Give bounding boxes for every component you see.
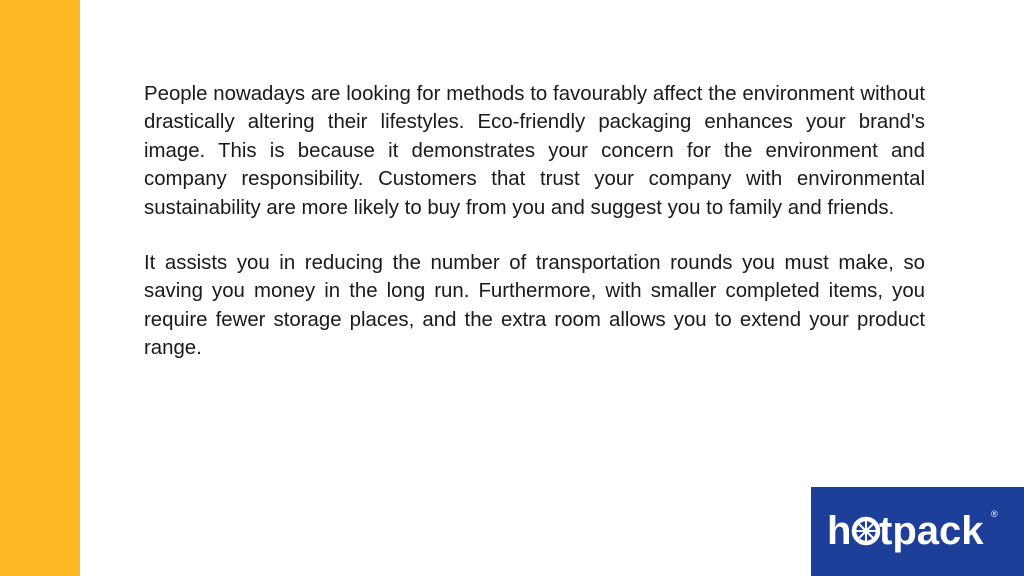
hotpack-logo (811, 487, 1024, 576)
logo-text-h: h (827, 509, 852, 553)
hotpack-logo-graphic (811, 487, 1024, 576)
registered-mark: ® (991, 509, 998, 519)
paragraph-2: It assists you in reducing the number of transportation rounds you must make, so saving you money in the long run. Furthermore, with smaller completed items, you require fewer storage places, and the extra room allows you to extend your product range. (144, 252, 925, 360)
logo-wheel-icon (854, 519, 878, 543)
slide-body (144, 80, 925, 363)
accent-bar (0, 0, 80, 576)
paragraph-1: People nowadays are looking for methods to favourably affect the environment without drastically altering their lifestyles. Eco-friendly packaging enhances your brand's image. This is because it demonstrates your concern for the environment and company responsibility. Customers that trust your company with environmental sustainability are more likely to buy from you and suggest you to family and friends. (144, 83, 925, 219)
logo-text-tpack: tpack (879, 509, 984, 553)
